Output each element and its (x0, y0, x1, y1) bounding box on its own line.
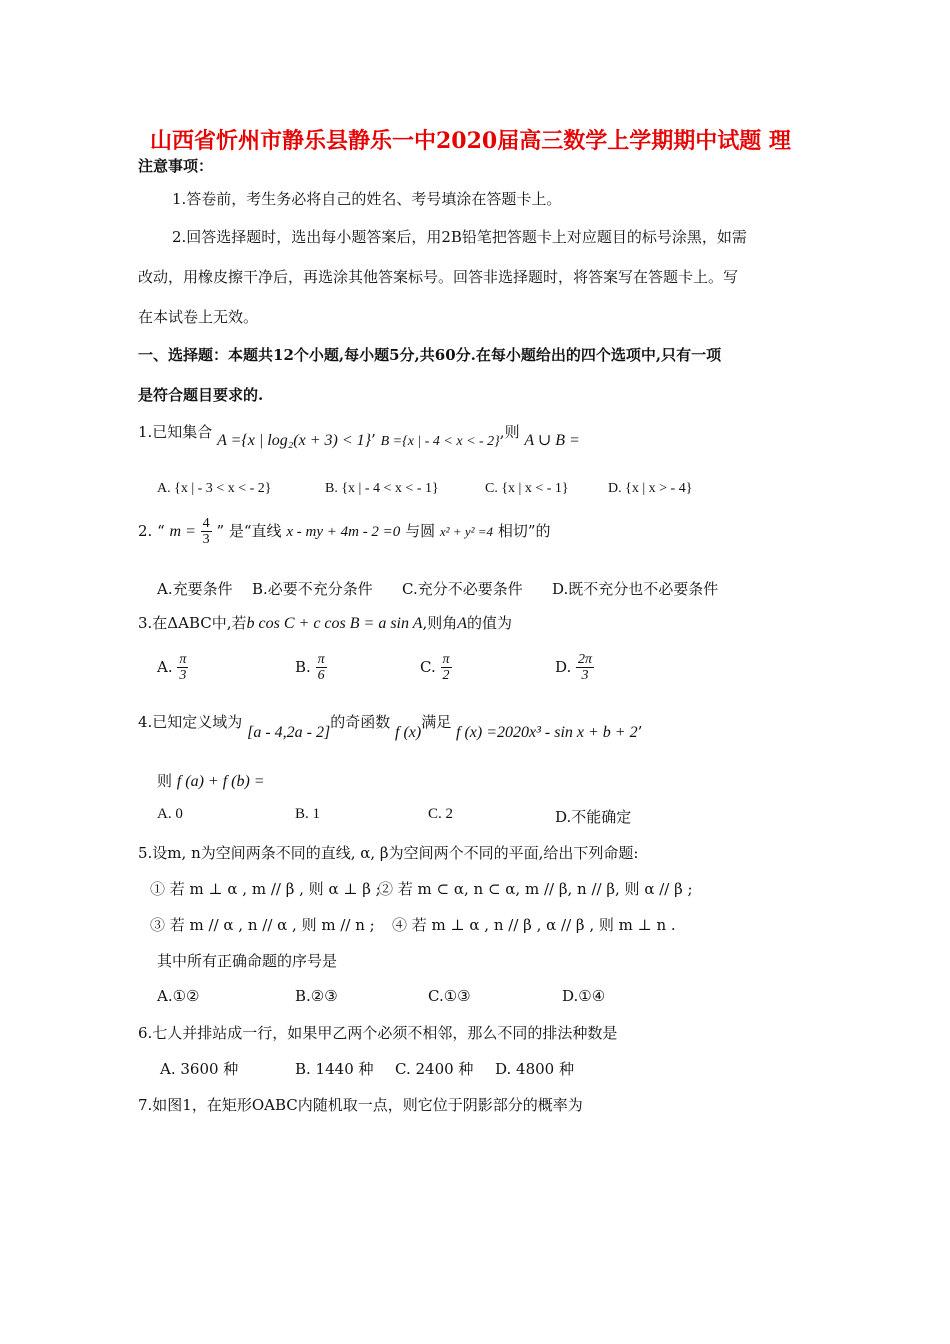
q2-option-d: D.既不充分也不必要条件 (552, 580, 719, 598)
q5-ask: 其中所有正确命题的序号是 (157, 952, 338, 970)
q4-then: 则 (157, 772, 173, 790)
section-heading-cont: 是符合题目要求的. (138, 386, 264, 404)
q3-post2: 的值为 (467, 614, 513, 632)
notice-item-2-cont: 改动，用橡皮擦干净后，再选涂其他答案标号。回答非选择题时，将答案写在答题卡上。写 (138, 268, 739, 286)
q4-sat: 满足 (421, 713, 452, 731)
q3-b-num: π (317, 652, 325, 667)
question-7: 7.如图1，在矩形OABC内随机取一点，则它位于阴影部分的概率为 (138, 1096, 583, 1114)
q5-option-b: B.②③ (295, 987, 338, 1005)
question-4 (138, 711, 643, 741)
q1-ask: A ∪ B = (524, 432, 580, 449)
q3-b-den: 6 (316, 667, 327, 683)
q2-post: 相切”的 (497, 521, 551, 540)
q3-d-num: 2π (578, 652, 593, 667)
question-1 (138, 421, 580, 449)
page-title: 山西省忻州市静乐县静乐一中2020届高三数学上学期期中试题 理 (150, 128, 791, 154)
section-heading: 一、选择题：本题共12个小题,每小题5分,共60分.在每小题给出的四个选项中,只有一项 (138, 346, 722, 364)
q3-option-a-frac (177, 652, 188, 684)
q4-option-a: A. 0 (157, 806, 183, 822)
q3-post: ,则角 (422, 614, 458, 632)
q1-option-c: C. {x | x < - 1} (485, 481, 569, 496)
q3-option-d-frac (576, 652, 594, 684)
q2-frac-num: 4 (202, 516, 210, 531)
q5-prop-4: ④ 若 m ⊥ α , n // β , α // β , 则 m ⊥ n . (392, 916, 676, 934)
question-2 (138, 516, 550, 548)
q3-stem: 3.在ΔABC中,若 (138, 614, 247, 632)
q3-option-c-frac (441, 652, 452, 684)
q5-option-d: D.①④ (562, 987, 606, 1005)
q4-stem: 4.已知定义域为 (138, 713, 243, 731)
q4-domain: [a - 4,2a - 2] (247, 724, 331, 741)
question-3 (138, 612, 512, 633)
q1-then: ,则 (499, 423, 520, 441)
q5-prop-2: ② 若 m ⊂ α, n ⊂ α, m // β, n // β, 则 α // β ; (378, 880, 693, 898)
q3-angle: A (457, 615, 468, 632)
q3-c-num: π (442, 652, 450, 667)
q4-option-d: D.不能确定 (555, 808, 632, 826)
q6-option-a: A. 3600 种 (160, 1060, 239, 1078)
q3-option-d (555, 652, 594, 684)
q5-prop-1: ① 若 m ⊥ α , m // β , 则 α ⊥ β ; (150, 880, 381, 898)
q3-option-b-label: B. (295, 657, 311, 676)
q4-option-c: C. 2 (428, 806, 454, 822)
q2-fraction (201, 516, 212, 548)
q3-option-b-frac (316, 652, 327, 684)
q3-a-den: 3 (177, 667, 188, 683)
q3-option-c (420, 652, 452, 684)
q2-line: x - my + 4m - 2 =0 (286, 523, 401, 540)
q5-prop-3: ③ 若 m // α , n // α , 则 m // n ; (150, 916, 375, 934)
q1-option-b: B. {x | - 4 < x < - 1} (325, 481, 439, 496)
q3-option-a (157, 652, 188, 684)
q2-circle: x² + y² =4 (439, 523, 494, 539)
q4-ask: f (a) + f (b) = (176, 773, 265, 790)
question-5: 5.设m, n为空间两条不同的直线, α, β为空间两个不同的平面,给出下列命题: (138, 844, 639, 862)
q1-option-d: D. {x | x > - 4} (608, 481, 693, 496)
q1-sep: ’ (371, 431, 376, 449)
q3-option-d-label: D. (555, 657, 572, 676)
q4-fx: f (x) (395, 724, 422, 741)
q1-set-b: B ={x | - 4 < x < - 2} (380, 434, 500, 449)
notice-item-1: 1.答卷前，考生务必将自己的姓名、考号填涂在答题卡上。 (172, 190, 562, 208)
q5-option-a: A.①② (157, 987, 200, 1005)
q2-mid: ” 是“直线 (216, 521, 282, 540)
q3-d-den: 3 (576, 667, 594, 683)
q6-option-c: C. 2400 种 (395, 1060, 474, 1078)
q4-option-b: B. 1 (295, 806, 321, 822)
q4-mid: 的奇函数 (330, 713, 391, 731)
q3-option-b (295, 652, 327, 684)
notice-heading: 注意事项： (138, 157, 214, 175)
q6-option-b: B. 1440 种 (295, 1060, 374, 1078)
q6-option-d: D. 4800 种 (495, 1060, 574, 1078)
q5-option-c: C.①③ (428, 987, 471, 1005)
q1-option-a: A. {x | - 3 < x < - 2} (157, 481, 272, 496)
q2-with: 与圆 (405, 521, 436, 540)
q1-set-a: A ={x | log₂(x + 3) < 1} (217, 432, 372, 449)
notice-item-2-end: 在本试卷上无效。 (138, 308, 259, 326)
q2-option-a: A.充要条件 (157, 580, 233, 598)
q3-option-a-label: A. (157, 657, 173, 676)
q3-c-den: 2 (441, 667, 452, 683)
q3-cond: b cos C + c cos B = a sin A (246, 615, 423, 632)
q1-stem: 1.已知集合 (138, 423, 213, 441)
q4-sep: ’ (637, 723, 643, 741)
q2-option-c: C.充分不必要条件 (402, 580, 523, 598)
q3-a-num: π (179, 652, 187, 667)
question-6: 6.七人并排站成一行，如果甲乙两个必须不相邻，那么不同的排法种数是 (138, 1024, 618, 1042)
q2-frac-den: 3 (202, 532, 210, 548)
q2-option-b: B.必要不充分条件 (252, 580, 373, 598)
q4-formula: f (x) =2020x³ - sin x + b + 2 (456, 724, 638, 741)
notice-item-2: 2.回答选择题时，选出每小题答案后，用2B铅笔把答题卡上对应题目的标号涂黑，如需 (172, 228, 747, 246)
q4-then-line (157, 770, 265, 791)
q2-m-eq: m = (169, 522, 196, 540)
q3-option-c-label: C. (420, 657, 436, 676)
q2-pre: 2. “ (138, 521, 165, 540)
